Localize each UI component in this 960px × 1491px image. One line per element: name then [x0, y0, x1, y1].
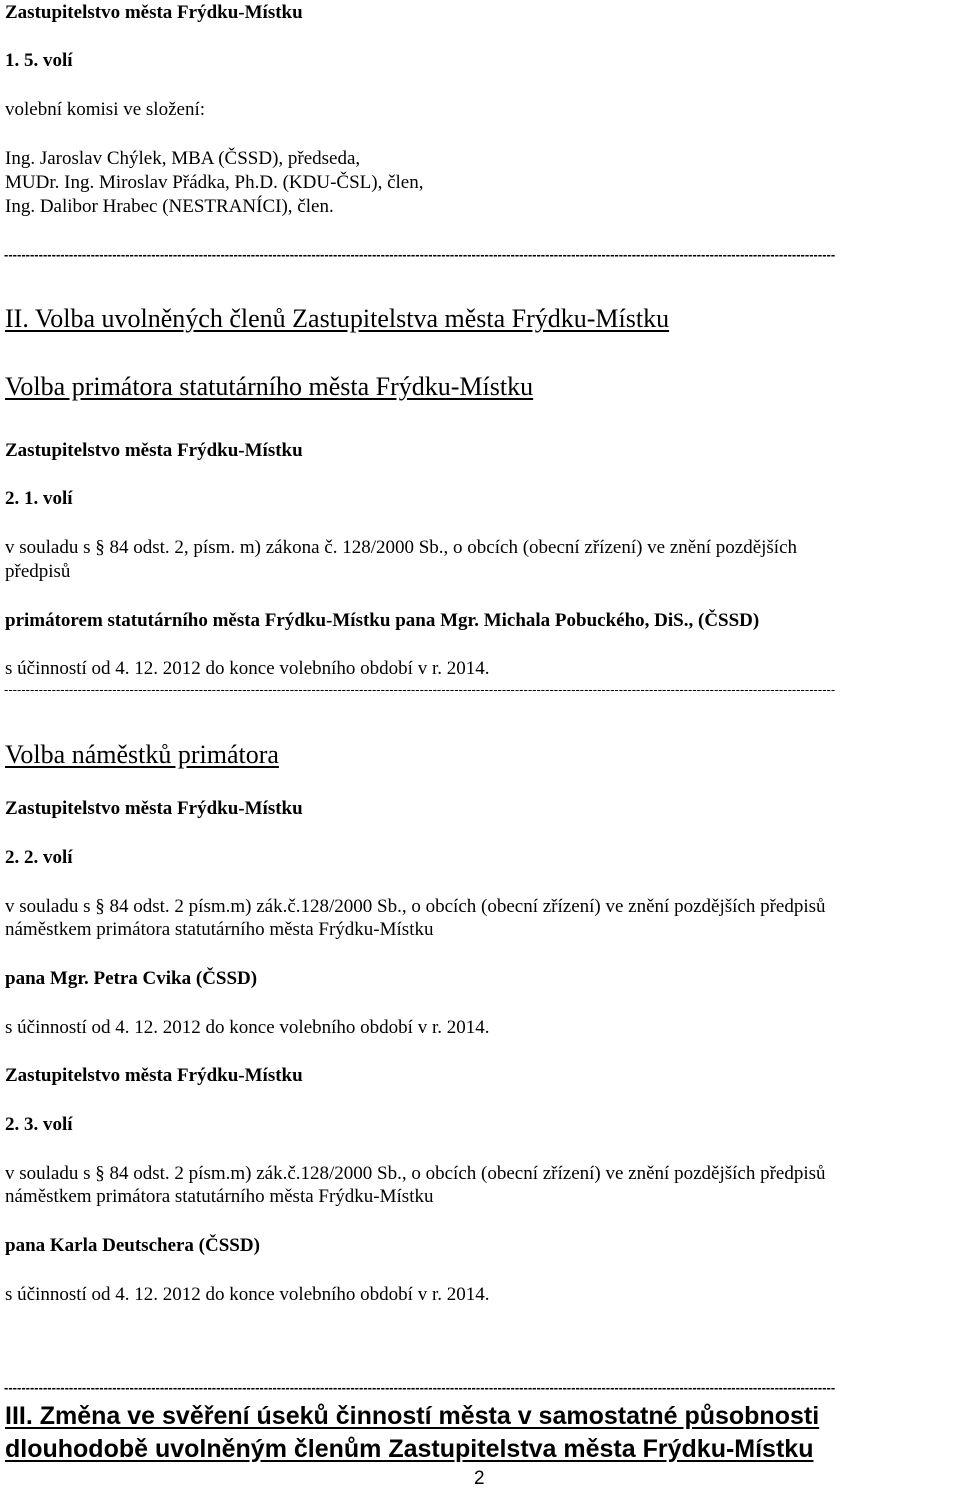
section-heading-continued: dlouhodobě uvolněným členům Zastupitelstva města Frýdku-Místku [5, 1435, 814, 1463]
resolution-number: 2. 3. volí [5, 1114, 73, 1135]
law-reference: náměstkem primátora statutárního města Frýdku-Místku [5, 1186, 434, 1207]
section-heading: III. Změna ve svěření úseků činností města v samostatné působnosti [5, 1402, 820, 1430]
deputy-name: pana Mgr. Petra Cvika (ČSSD) [5, 968, 258, 989]
separator-line: ------------------------------------------------------------------------------------------------------------------------------------------------------------------------------------------------ [4, 1381, 836, 1395]
council-name: Zastupitelstvo města Frýdku-Místku [5, 2, 303, 23]
law-reference: v souladu s § 84 odst. 2 písm.m) zák.č.128/2000 Sb., o obcích (obecní zřízení) ve znění pozdějších předpisů [5, 1163, 826, 1184]
separator-line: ------------------------------------------------------------------------------------------------------------------------------------------------------------------------------------------------ [4, 683, 836, 697]
mayor-name: pana Mgr. Michala Pobuckého, DiS., (ČSSD) [395, 610, 760, 631]
validity-line: s účinností od 4. 12. 2012 do konce volebního období v r. 2014. [5, 1284, 490, 1305]
member-line: Ing. Jaroslav Chýlek, MBA (ČSSD), předseda, [5, 148, 361, 169]
deputies-subheading: Volba náměstků primátora [5, 740, 279, 769]
law-reference: předpisů [5, 561, 71, 582]
deputy-name: pana Karla Deutschera (ČSSD) [5, 1235, 260, 1256]
member-line: Ing. Dalibor Hrabec (NESTRANÍCI), člen. [5, 196, 334, 217]
section-heading: II. Volba uvolněných členů Zastupitelstva města Frýdku-Místku [5, 304, 670, 333]
separator-line: ------------------------------------------------------------------------------------------------------------------------------------------------------------------------------------------------ [4, 248, 836, 262]
resolution-number: 1. 5. volí [5, 50, 73, 71]
council-name: Zastupitelstvo města Frýdku-Místku [5, 440, 303, 461]
commission-intro: volební komisi ve složení: [5, 99, 206, 120]
mayor-title: primátorem statutárního města Frýdku-Místku [5, 610, 396, 631]
page-number: 2 [474, 1468, 485, 1489]
council-name: Zastupitelstvo města Frýdku-Místku [5, 798, 303, 819]
council-name: Zastupitelstvo města Frýdku-Místku [5, 1065, 303, 1086]
member-line: MUDr. Ing. Miroslav Přádka, Ph.D. (KDU-ČSL), člen, [5, 172, 424, 193]
law-reference: náměstkem primátora statutárního města Frýdku-Místku [5, 919, 434, 940]
mayor-subheading: Volba primátora statutárního města Frýdku-Místku [5, 372, 534, 401]
mayor-elected-line [5, 609, 759, 633]
validity-line: s účinností od 4. 12. 2012 do konce volebního období v r. 2014. [5, 658, 490, 679]
law-reference: v souladu s § 84 odst. 2, písm. m) zákona č. 128/2000 Sb., o obcích (obecní zřízení) ve znění pozdějších [5, 537, 798, 558]
resolution-number: 2. 2. volí [5, 847, 73, 868]
law-reference: v souladu s § 84 odst. 2 písm.m) zák.č.128/2000 Sb., o obcích (obecní zřízení) ve znění pozdějších předpisů [5, 896, 826, 917]
validity-line: s účinností od 4. 12. 2012 do konce volebního období v r. 2014. [5, 1017, 490, 1038]
resolution-number: 2. 1. volí [5, 488, 73, 509]
